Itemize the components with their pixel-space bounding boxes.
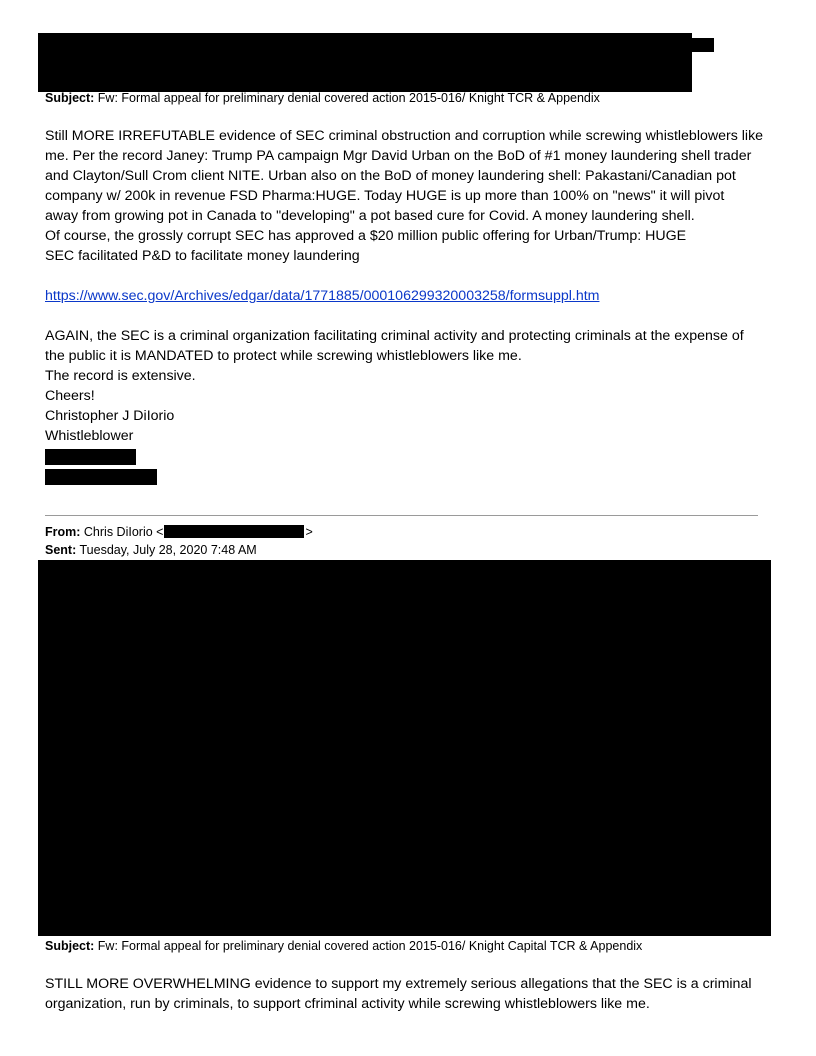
email1-body-line: company w/ 200k in revenue FSD Pharma:HUGE. Today HUGE is up more than 100% on "news" it will pivot bbox=[45, 188, 725, 204]
email2-subject-value: Fw: Formal appeal for preliminary denial covered action 2015-016/ Knight Capital TCR & Appendix bbox=[97, 939, 643, 953]
email1-body-line: me. Per the record Janey: Trump PA campaign Mgr David Urban on the BoD of #1 money laundering shell trader bbox=[45, 148, 752, 164]
email2-body-line: organization, run by criminals, to support cfriminal activity while screwing whistleblowers like me. bbox=[45, 996, 650, 1012]
email2-from-name: Chris DiIorio < bbox=[83, 525, 164, 539]
email1-body-line: Of course, the grossly corrupt SEC has approved a $20 million public offering for Urban/Trump: HUGE bbox=[45, 228, 687, 244]
redacted-header-block bbox=[38, 33, 692, 92]
redacted-header-tab bbox=[690, 38, 714, 52]
email1-body-line: SEC facilitated P&D to facilitate money laundering bbox=[45, 248, 360, 264]
sec-filing-link[interactable]: https://www.sec.gov/Archives/edgar/data/1771885/000106299320003258/formsuppl.htm bbox=[45, 288, 600, 304]
email1-body-line: away from growing pot in Canada to "developing" a pot based cure for Covid. A money laundering shell. bbox=[45, 208, 695, 224]
email2-sent bbox=[45, 543, 257, 558]
email1-subject-value: Fw: Formal appeal for preliminary denial covered action 2015-016/ Knight TCR & Appendix bbox=[97, 91, 600, 105]
redacted-signature-line-1 bbox=[45, 449, 136, 465]
redacted-recipients-block bbox=[38, 560, 771, 936]
redacted-signature-line-2 bbox=[45, 469, 157, 485]
email1-link-row bbox=[45, 286, 780, 306]
email2-body bbox=[45, 974, 780, 1014]
email1-subject bbox=[45, 91, 600, 106]
email2-sent-label: Sent: bbox=[45, 543, 77, 557]
signature-name: Christopher J DiIorio bbox=[45, 408, 175, 424]
email1-body-line: and Clayton/Sull Crom client NITE. Urban also on the BoD of money laundering shell: Pakastani/Canadian pot bbox=[45, 168, 736, 184]
email1-closing-line: AGAIN, the SEC is a criminal organization facilitating criminal activity and protecting criminals at the expense of bbox=[45, 328, 744, 344]
email2-from-label: From: bbox=[45, 525, 81, 539]
email1-body bbox=[45, 126, 780, 266]
email1-closing bbox=[45, 326, 780, 446]
email2-sent-value: Tuesday, July 28, 2020 7:48 AM bbox=[79, 543, 257, 557]
email1-subject-label: Subject: bbox=[45, 91, 95, 105]
email2-subject bbox=[45, 939, 642, 954]
email-separator bbox=[45, 515, 758, 516]
email2-from-close: > bbox=[305, 525, 313, 539]
email2-from bbox=[45, 525, 313, 540]
email1-closing-line: The record is extensive. bbox=[45, 368, 196, 384]
email1-closing-line: Cheers! bbox=[45, 388, 95, 404]
email2-subject-label: Subject: bbox=[45, 939, 95, 953]
email1-body-line: Still MORE IRREFUTABLE evidence of SEC criminal obstruction and corruption while screwing whistleblowers like bbox=[45, 128, 764, 144]
redacted-email-address bbox=[164, 525, 304, 538]
email2-body-line: STILL MORE OVERWHELMING evidence to support my extremely serious allegations that the SEC is a criminal bbox=[45, 976, 752, 992]
email1-closing-line: the public it is MANDATED to protect while screwing whistleblowers like me. bbox=[45, 348, 522, 364]
signature-title: Whistleblower bbox=[45, 428, 134, 444]
